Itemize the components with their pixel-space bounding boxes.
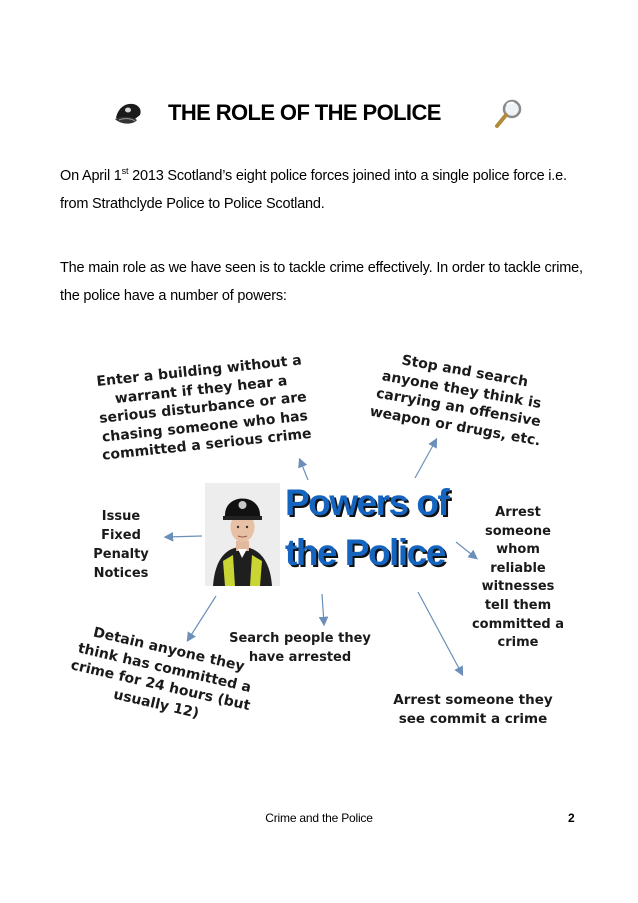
title-row [0,98,638,138]
arrow-to-detain [188,596,216,640]
intro-paragraph [60,162,590,218]
power-arrest-witnesses: Arrest someone whom reliable witnesses tell them committed a crime [471,505,565,651]
power-stop-search: Stop and search anyone they think is carrying an offensive weapon or drugs, etc. [368,352,543,449]
power-search-arrested: Search people they have arrested [229,631,371,665]
power-arrest-see: Arrest someone they see commit a crime [393,692,553,727]
page-number: 2 [568,811,575,825]
power-issue-fixed-penalty: Issue Fixed Penalty Notices [93,509,149,581]
magnifying-glass-icon [494,98,524,130]
power-enter-building: Enter a building without a warrant if they hear a serious disturbance or are chasing someone who has committed a serious crime [95,352,313,464]
arrow-to-arrest-see [418,592,462,674]
arrow-to-stop-search [415,440,436,478]
role-paragraph: The main role as we have seen is to tackle crime effectively. In order to tackle crime, the police have a number of powers: [60,260,583,304]
powers-diagram [60,350,580,745]
police-hat-icon [113,100,143,128]
footer-title: Crime and the Police [265,811,373,825]
arrow-to-enter-building [300,460,308,480]
diagram-centre-title: Powers of the Police [285,482,449,573]
arrow-to-issue-fixed [166,536,202,537]
police-officer-photo [205,483,280,586]
ordinal-suffix: st [121,166,129,176]
power-detain: Detain anyone they think has committed a crime for 24 hours (but usually 12) [69,624,253,722]
intro-text-end: 2013 Scotland’s eight police forces joined into a single police force i.e. from Strathclyde Police to Police Scotland. [60,168,567,212]
arrow-to-search-arrested [322,594,324,624]
intro-text-start: On April 1 [60,168,122,184]
page-title: THE ROLE OF THE POLICE [168,100,441,125]
